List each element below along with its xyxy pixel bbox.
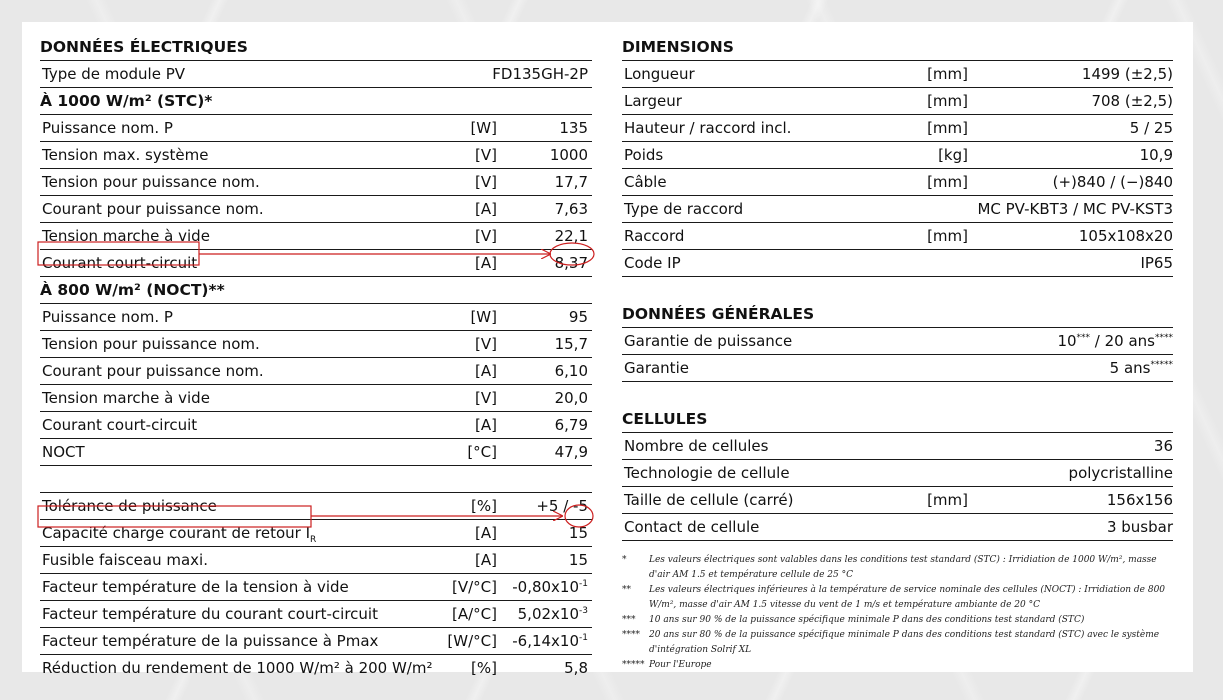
dimensions-row bbox=[622, 250, 1173, 277]
footnote bbox=[622, 658, 1173, 673]
row-unit: [V] bbox=[475, 146, 497, 164]
temp-power-row bbox=[40, 628, 592, 655]
cells-row bbox=[622, 433, 1173, 460]
footnote-mark: ** bbox=[622, 585, 631, 595]
cells-row bbox=[622, 514, 1173, 541]
row-label: Courant pour puissance nom. bbox=[42, 362, 264, 380]
row-unit: [W/°C] bbox=[447, 632, 497, 650]
row-label: Tolérance de puissance bbox=[42, 497, 217, 515]
row-value: FD135GH-2P bbox=[492, 65, 588, 83]
row-value: 36 bbox=[1153, 437, 1173, 455]
noct-row bbox=[40, 304, 592, 331]
value-part: / 20 ans bbox=[1090, 332, 1155, 350]
row-unit: [°C] bbox=[467, 443, 497, 461]
dimensions-heading: DIMENSIONS bbox=[622, 34, 1173, 61]
footnote bbox=[622, 613, 1173, 628]
row-label: Tension max. système bbox=[42, 146, 209, 164]
dimensions-row bbox=[622, 169, 1173, 196]
row-unit: [mm] bbox=[927, 491, 968, 509]
section-gap bbox=[622, 382, 1173, 406]
row-value: 135 bbox=[559, 119, 588, 137]
row-unit: [V] bbox=[475, 335, 497, 353]
label-subscript: R bbox=[310, 535, 317, 545]
row-unit: [A] bbox=[475, 362, 497, 380]
value-exponent: -1 bbox=[579, 633, 588, 643]
row-value: 8,37 bbox=[554, 254, 588, 272]
row-value: 6,79 bbox=[554, 416, 588, 434]
stc-heading: À 1000 W/m² (STC)* bbox=[40, 88, 592, 115]
row-label: Facteur température du courant court-circuit bbox=[42, 605, 378, 623]
row-value: 708 (±2,5) bbox=[1091, 92, 1173, 110]
row-label: Tension pour puissance nom. bbox=[42, 173, 260, 191]
row-unit: [A/°C] bbox=[452, 605, 497, 623]
value-exponent: -1 bbox=[579, 579, 588, 589]
value-exponent: -3 bbox=[579, 606, 588, 616]
noct-row bbox=[40, 385, 592, 412]
footnote-mark: *** bbox=[622, 615, 636, 625]
value-part: 10 bbox=[1057, 332, 1077, 350]
row-value: (+)840 / (−)840 bbox=[1052, 173, 1173, 191]
value-part: 5 ans bbox=[1109, 359, 1151, 377]
row-label: Largeur bbox=[624, 92, 682, 110]
fuse-row bbox=[40, 547, 592, 574]
row-value: MC PV-KBT3 / MC PV-KST3 bbox=[977, 200, 1173, 218]
power-warranty-row bbox=[622, 328, 1173, 355]
row-label: Réduction du rendement de 1000 W/m² à 200 W/m² bbox=[42, 659, 433, 677]
row-label bbox=[42, 520, 316, 546]
cells-row bbox=[622, 487, 1173, 514]
section-gap bbox=[622, 277, 1173, 301]
row-value bbox=[518, 601, 588, 627]
row-unit: [mm] bbox=[927, 119, 968, 137]
dimensions-row bbox=[622, 61, 1173, 88]
row-value: 1000 bbox=[549, 146, 588, 164]
row-label: Facteur température de la puissance à Pmax bbox=[42, 632, 379, 650]
stc-row bbox=[40, 115, 592, 142]
row-value: +5 / -5 bbox=[536, 497, 588, 515]
stc-row bbox=[40, 223, 592, 250]
row-value: polycristalline bbox=[1068, 464, 1173, 482]
general-data-heading: DONNÉES GÉNÉRALES bbox=[622, 301, 1173, 328]
row-unit: [V] bbox=[475, 173, 497, 191]
footnote-mark: **** bbox=[622, 630, 640, 640]
row-label: Garantie bbox=[624, 359, 689, 377]
row-label: Tension marche à vide bbox=[42, 227, 210, 245]
footnote bbox=[622, 553, 1173, 583]
noct-heading: À 800 W/m² (NOCT)** bbox=[40, 277, 592, 304]
row-value: 47,9 bbox=[554, 443, 588, 461]
footnotes bbox=[622, 553, 1173, 673]
row-unit: [mm] bbox=[927, 227, 968, 245]
value-base: -6,14x10 bbox=[512, 632, 580, 650]
electrical-data-heading: DONNÉES ÉLECTRIQUES bbox=[40, 34, 592, 61]
row-label: Tension marche à vide bbox=[42, 389, 210, 407]
stc-row bbox=[40, 142, 592, 169]
dimensions-row bbox=[622, 88, 1173, 115]
warranty-row bbox=[622, 355, 1173, 382]
footnote-mark: **** bbox=[1155, 333, 1173, 343]
row-value: 15 bbox=[568, 551, 588, 569]
tolerance-row bbox=[40, 493, 592, 520]
row-value: 15 bbox=[568, 524, 588, 542]
row-value: 156x156 bbox=[1106, 491, 1173, 509]
row-value bbox=[1110, 355, 1173, 381]
stc-row bbox=[40, 196, 592, 223]
row-label: Raccord bbox=[624, 227, 685, 245]
footnote-mark: *** bbox=[1076, 333, 1091, 343]
row-label: Tension pour puissance nom. bbox=[42, 335, 260, 353]
stc-short-circuit-row bbox=[40, 250, 592, 277]
row-value: 15,7 bbox=[554, 335, 588, 353]
row-value: 1499 (±2,5) bbox=[1081, 65, 1173, 83]
row-label: Type de module PV bbox=[42, 65, 186, 83]
row-label: Facteur température de la tension à vide bbox=[42, 578, 349, 596]
row-value: 17,7 bbox=[554, 173, 588, 191]
value-base: -0,80x10 bbox=[512, 578, 580, 596]
footnote bbox=[622, 628, 1173, 658]
row-unit: [mm] bbox=[927, 65, 968, 83]
row-value: 5,8 bbox=[564, 659, 588, 677]
module-type-row bbox=[40, 61, 592, 88]
row-unit: [A] bbox=[475, 200, 497, 218]
row-unit: [W] bbox=[470, 119, 497, 137]
datasheet bbox=[22, 22, 1193, 677]
noct-row bbox=[40, 331, 592, 358]
footnote-text: Les valeurs électriques sont valables dans les conditions test standard (STC) : Irridiation de 1000 W/m², masse d'air AM 1.5 et température cellule de 25 °C bbox=[649, 555, 1157, 580]
row-unit: [mm] bbox=[927, 173, 968, 191]
row-label: Puissance nom. P bbox=[42, 308, 173, 326]
row-label: Contact de cellule bbox=[624, 518, 760, 536]
row-label: Technologie de cellule bbox=[624, 464, 790, 482]
noct-row bbox=[40, 439, 592, 466]
row-value: 3 busbar bbox=[1106, 518, 1173, 536]
efficiency-reduction-row bbox=[40, 655, 592, 681]
row-unit: [V] bbox=[475, 227, 497, 245]
row-unit: [V/°C] bbox=[452, 578, 497, 596]
row-value: 20,0 bbox=[554, 389, 588, 407]
footnote-text: 20 ans sur 80 % de la puissance spécifique minimale P dans des conditions test standard (STC) avec le système d'intégration Solrif XL bbox=[649, 630, 1160, 655]
row-unit: [kg] bbox=[938, 146, 968, 164]
footnote-text: 10 ans sur 90 % de la puissance spécifique minimale P dans des conditions test standard (STC) bbox=[649, 615, 1085, 625]
row-label: Nombre de cellules bbox=[624, 437, 769, 455]
row-label: Poids bbox=[624, 146, 664, 164]
row-unit: [V] bbox=[475, 389, 497, 407]
cells-heading: CELLULES bbox=[622, 406, 1173, 433]
row-label: Code IP bbox=[624, 254, 681, 272]
row-value: IP65 bbox=[1140, 254, 1173, 272]
noct-row bbox=[40, 412, 592, 439]
electrical-data-column bbox=[40, 34, 592, 681]
noct-row bbox=[40, 358, 592, 385]
footnote-mark: ***** bbox=[1150, 360, 1173, 370]
row-unit: [A] bbox=[475, 524, 497, 542]
row-value: 95 bbox=[568, 308, 588, 326]
footnote-mark: ***** bbox=[622, 660, 645, 670]
row-value bbox=[512, 574, 588, 600]
row-value: 7,63 bbox=[554, 200, 588, 218]
row-unit: [mm] bbox=[927, 92, 968, 110]
row-label: Courant court-circuit bbox=[42, 416, 198, 434]
row-unit: [A] bbox=[475, 254, 497, 272]
dimensions-row bbox=[622, 115, 1173, 142]
row-unit: [%] bbox=[471, 659, 497, 677]
row-label: NOCT bbox=[42, 443, 85, 461]
row-label: Garantie de puissance bbox=[624, 332, 793, 350]
footnote-text: Pour l'Europe bbox=[649, 660, 712, 670]
reverse-current-row bbox=[40, 520, 592, 547]
row-label: Courant pour puissance nom. bbox=[42, 200, 264, 218]
row-unit: [A] bbox=[475, 551, 497, 569]
row-value: 6,10 bbox=[554, 362, 588, 380]
row-value: 10,9 bbox=[1139, 146, 1173, 164]
row-label: Hauteur / raccord incl. bbox=[624, 119, 792, 137]
row-label: Fusible faisceau maxi. bbox=[42, 551, 208, 569]
cells-row bbox=[622, 460, 1173, 487]
dimensions-row bbox=[622, 223, 1173, 250]
row-value: 105x108x20 bbox=[1078, 227, 1173, 245]
row-unit: [A] bbox=[475, 416, 497, 434]
dimensions-row bbox=[622, 196, 1173, 223]
right-column bbox=[622, 34, 1173, 673]
row-label: Puissance nom. P bbox=[42, 119, 173, 137]
row-value bbox=[512, 628, 588, 654]
temp-voltage-row bbox=[40, 574, 592, 601]
row-value: 22,1 bbox=[554, 227, 588, 245]
row-unit: [W] bbox=[470, 308, 497, 326]
row-label: Taille de cellule (carré) bbox=[624, 491, 794, 509]
stc-row bbox=[40, 169, 592, 196]
footnote bbox=[622, 583, 1173, 613]
row-label: Câble bbox=[624, 173, 667, 191]
row-label: Type de raccord bbox=[624, 200, 744, 218]
temp-current-row bbox=[40, 601, 592, 628]
dimensions-row bbox=[622, 142, 1173, 169]
row-unit: [%] bbox=[471, 497, 497, 515]
row-value: 5 / 25 bbox=[1129, 119, 1173, 137]
row-value bbox=[1057, 328, 1173, 354]
footnote-mark: * bbox=[622, 555, 627, 565]
label-text: Capacité charge courant de retour I bbox=[42, 524, 310, 542]
footnote-text: Les valeurs électriques inférieures à la température de service nominale des cellules (NOCT) : Irridiation de 800 W/m², masse d'air AM 1.5 vitesse du vent de 1 m/s et température ambiante de 20 °C bbox=[649, 585, 1166, 610]
row-label: Courant court-circuit bbox=[42, 254, 198, 272]
blank-row bbox=[40, 466, 592, 493]
row-label: Longueur bbox=[624, 65, 695, 83]
value-base: 5,02x10 bbox=[517, 605, 580, 623]
